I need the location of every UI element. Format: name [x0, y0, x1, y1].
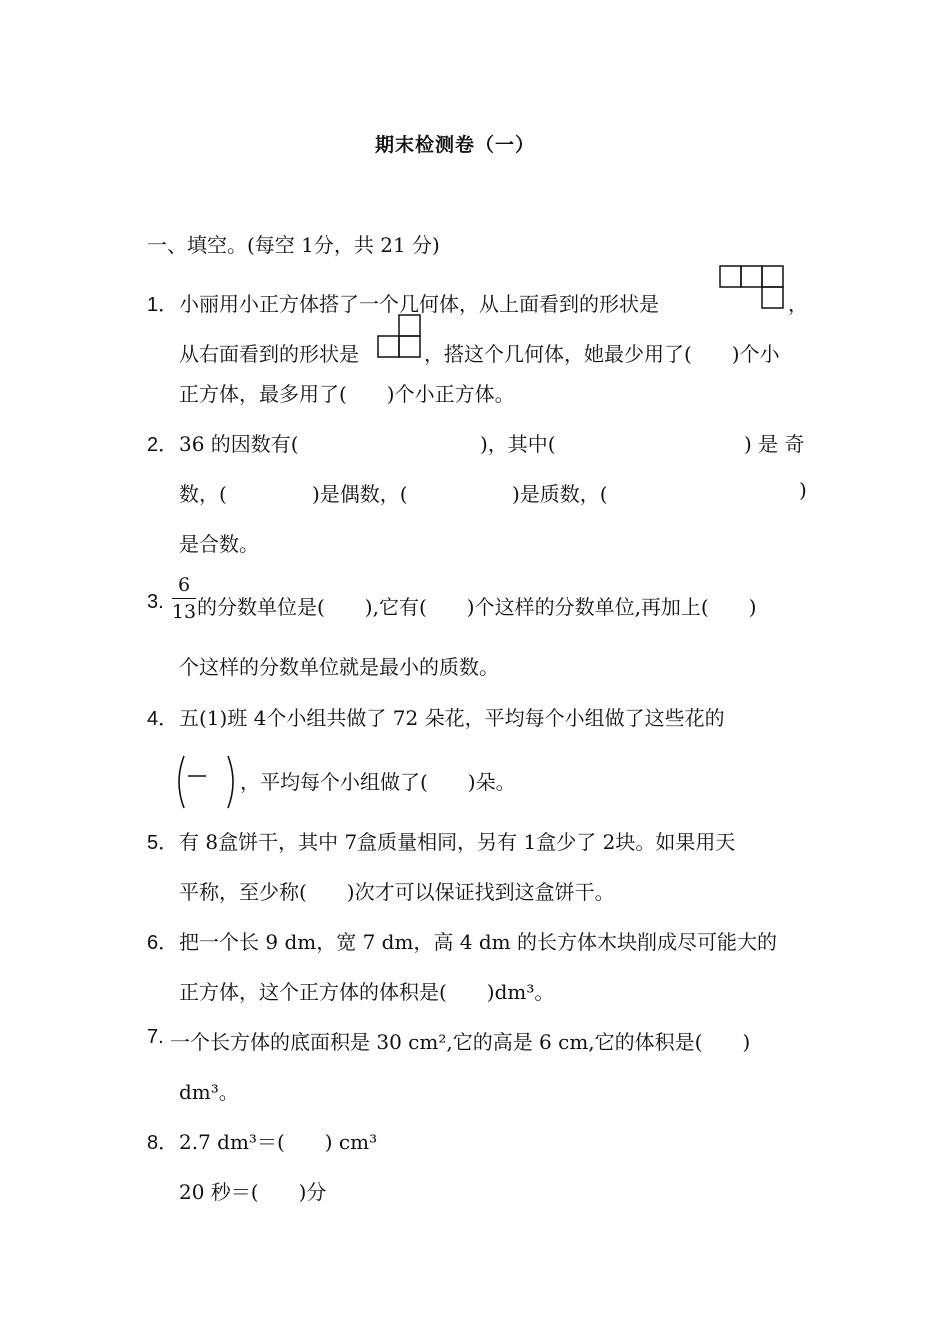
question-number-8: 8．: [147, 1132, 179, 1154]
q2-line-2a: 数，(: [179, 482, 227, 506]
q1-line-3: 正方体，最多用了( )个小正方体。: [179, 382, 515, 406]
question-number-1: 1．: [147, 294, 179, 316]
q2-line-3: 是合数。: [179, 532, 259, 556]
q1-line-1: 小丽用小正方体搭了一个几何体，从上面看到的形状是: [179, 292, 659, 316]
top-view-figure: [719, 265, 785, 309]
q2-line-2d: ): [799, 478, 807, 502]
q8-line-2: 20 秒＝( )分: [179, 1180, 327, 1204]
right-view-figure: [378, 314, 422, 358]
fraction-6-13: [170, 574, 198, 623]
q8-line-1: 2.7 dm³＝( ) cm³: [179, 1130, 378, 1154]
page-title: 期末检测卷（一）: [375, 134, 536, 156]
q7-line-2: dm³。: [179, 1080, 239, 1104]
q1-line-1-end: ，: [788, 292, 808, 316]
question-number-5: 5．: [147, 832, 179, 854]
question-number-4: 4．: [147, 708, 179, 730]
q5-line-2: 平称，至少称( )次才可以保证找到这盒饼干。: [179, 880, 615, 904]
fraction-bar: [172, 598, 196, 599]
q4-line-2: ，平均每个小组做了( )朵。: [240, 770, 516, 794]
q7-line-1: 一个长方体的底面积是 30 cm²,它的高是 6 cm,它的体积是( ): [170, 1030, 751, 1054]
question-number-2: 2．: [147, 434, 179, 456]
q2-line-1b: )，其中(: [480, 432, 556, 456]
q3-line-1: 的分数单位是( ),它有( )个这样的分数单位,再加上( ): [197, 595, 757, 619]
q6-line-1: 把一个长 9 dm，宽 7 dm，高 4 dm 的长方体木块削成尽可能大的: [179, 930, 777, 954]
q1-line-2b: ，搭这个几何体，她最少用了( )个小: [424, 342, 780, 366]
q2-line-2b: )是偶数，(: [312, 482, 408, 506]
q1-line-2a: 从右面看到的形状是: [179, 342, 359, 366]
fraction-numerator: 6: [177, 574, 191, 596]
fraction-blank-box: [176, 754, 236, 812]
q2-line-1a: 36 的因数有(: [179, 432, 299, 456]
q4-line-1: 五(1)班 4个小组共做了 72 朵花，平均每个小组做了这些花的: [179, 706, 725, 730]
q3-line-2: 个这样的分数单位就是最小的质数。: [179, 655, 499, 679]
question-number-7: 7.: [147, 1026, 164, 1048]
section-heading: 一、填空。(每空 1分，共 21 分): [147, 233, 440, 257]
q2-line-2c: )是质数，(: [512, 482, 608, 506]
q5-line-1: 有 8盒饼干，其中 7盒质量相同，另有 1盒少了 2块。如果用天: [179, 830, 736, 854]
question-number-3: 3.: [147, 591, 164, 613]
question-number-6: 6．: [147, 932, 179, 954]
fraction-denominator: 13: [171, 601, 197, 623]
q2-line-1c: ) 是 奇: [744, 432, 805, 456]
q6-line-2: 正方体，这个正方体的体积是( )dm³。: [179, 980, 555, 1004]
